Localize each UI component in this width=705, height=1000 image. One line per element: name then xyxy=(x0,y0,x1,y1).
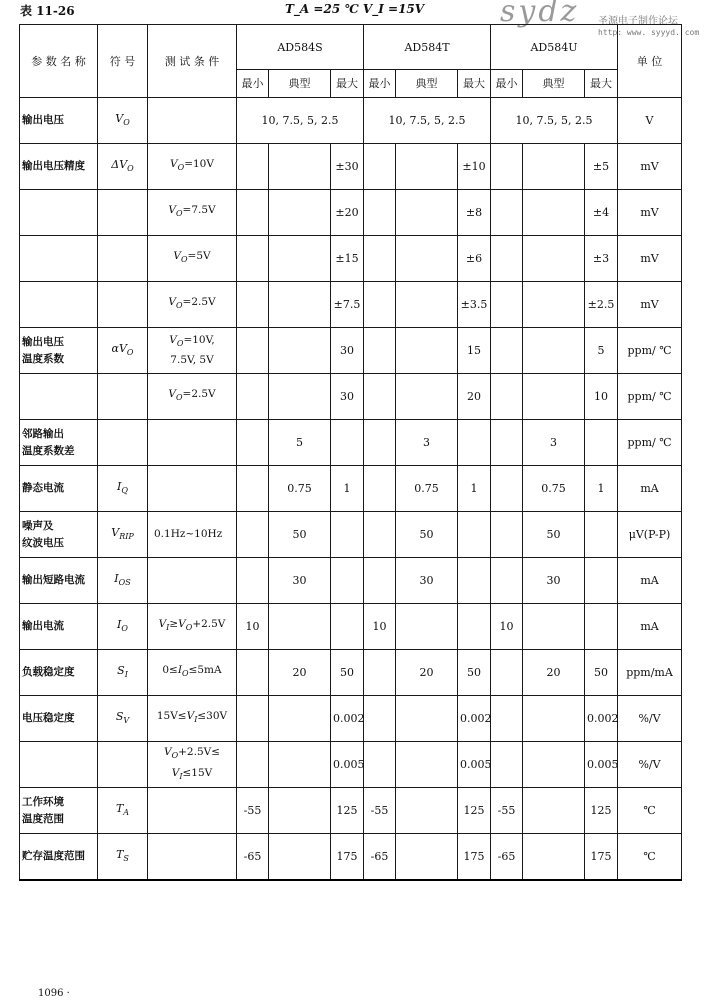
value-cell-ad584u-all: 10, 7.5, 5, 2.5 xyxy=(491,98,618,144)
value-cell-ad584u-max: 175 xyxy=(585,834,618,881)
column-group-ad584s: AD584S xyxy=(237,25,364,70)
value-cell-ad584u-max: 0.002 xyxy=(585,696,618,742)
value-cell-ad584t-typ xyxy=(396,236,458,282)
value-cell-ad584t-typ: 30 xyxy=(396,558,458,604)
sub-header-max: 最大 xyxy=(458,70,491,98)
value-cell-ad584s-typ xyxy=(269,834,331,881)
table-row xyxy=(20,466,682,512)
symbol-cell: $I_O$ xyxy=(98,604,148,650)
value-cell-ad584u-max: 125 xyxy=(585,788,618,834)
table-row xyxy=(20,742,682,788)
symbol-cell: $T_A$ xyxy=(98,788,148,834)
param-name-cell: 静态电流 xyxy=(20,466,98,512)
sub-header-min: 最小 xyxy=(237,70,269,98)
value-cell-ad584s-min xyxy=(237,696,269,742)
value-cell-ad584t-min xyxy=(364,742,396,788)
value-cell-ad584t-min xyxy=(364,236,396,282)
value-cell-ad584t-max xyxy=(458,512,491,558)
symbol-cell xyxy=(98,282,148,328)
watermark-logo: sydz xyxy=(500,0,580,29)
value-cell-ad584u-min xyxy=(491,466,523,512)
value-cell-ad584s-all: 10, 7.5, 5, 2.5 xyxy=(237,98,364,144)
value-cell-ad584s-max xyxy=(331,420,364,466)
value-cell-ad584u-typ: 30 xyxy=(523,558,585,604)
value-cell-ad584t-min xyxy=(364,466,396,512)
value-cell-ad584t-typ xyxy=(396,696,458,742)
value-cell-ad584t-max xyxy=(458,558,491,604)
table-row xyxy=(20,512,682,558)
unit-cell: mV xyxy=(618,144,682,190)
condition-cell xyxy=(148,834,237,881)
value-cell-ad584s-min xyxy=(237,466,269,512)
symbol-cell: $S_V$ xyxy=(98,696,148,742)
value-cell-ad584u-typ: 50 xyxy=(523,512,585,558)
column-header-symbol: 符 号 xyxy=(98,25,148,98)
value-cell-ad584t-max: 1 xyxy=(458,466,491,512)
value-cell-ad584t-max xyxy=(458,604,491,650)
table-row xyxy=(20,788,682,834)
condition-cell xyxy=(148,420,237,466)
condition-cell: $V_O=10V$, 7.5V, 5V xyxy=(148,328,237,374)
condition-cell xyxy=(148,466,237,512)
param-name-cell xyxy=(20,374,98,420)
unit-cell: mA xyxy=(618,604,682,650)
symbol-cell: $\Delta V_O$ xyxy=(98,144,148,190)
value-cell-ad584u-typ xyxy=(523,374,585,420)
param-name-cell: 输出电压 xyxy=(20,98,98,144)
value-cell-ad584t-all: 10, 7.5, 5, 2.5 xyxy=(364,98,491,144)
value-cell-ad584t-max: 50 xyxy=(458,650,491,696)
value-cell-ad584s-typ xyxy=(269,374,331,420)
value-cell-ad584s-typ: 20 xyxy=(269,650,331,696)
value-cell-ad584u-typ xyxy=(523,190,585,236)
sub-header-typ: 典型 xyxy=(269,70,331,98)
value-cell-ad584u-max xyxy=(585,420,618,466)
column-group-ad584t: AD584T xyxy=(364,25,491,70)
condition-cell: $0\le I_O\le 5mA$ xyxy=(148,650,237,696)
condition-cell: $V_O=5V$ xyxy=(148,236,237,282)
value-cell-ad584t-max: 20 xyxy=(458,374,491,420)
value-cell-ad584s-max: 0.005 xyxy=(331,742,364,788)
param-name-cell: 电压稳定度 xyxy=(20,696,98,742)
condition-cell xyxy=(148,788,237,834)
value-cell-ad584s-max: 50 xyxy=(331,650,364,696)
value-cell-ad584t-typ xyxy=(396,834,458,881)
param-name-cell: 输出电压精度 xyxy=(20,144,98,190)
symbol-cell xyxy=(98,190,148,236)
param-name-cell: 噪声及 纹波电压 xyxy=(20,512,98,558)
value-cell-ad584u-min: -55 xyxy=(491,788,523,834)
value-cell-ad584u-typ xyxy=(523,282,585,328)
value-cell-ad584t-min xyxy=(364,696,396,742)
value-cell-ad584t-min: -65 xyxy=(364,834,396,881)
value-cell-ad584s-min xyxy=(237,650,269,696)
unit-cell: ppm/mA xyxy=(618,650,682,696)
unit-cell: V xyxy=(618,98,682,144)
value-cell-ad584t-max: 15 xyxy=(458,328,491,374)
param-name-cell xyxy=(20,190,98,236)
value-cell-ad584s-typ: 5 xyxy=(269,420,331,466)
test-conditions: T_A =25 ℃ V_I =15V xyxy=(285,2,425,16)
symbol-cell: $V_O$ xyxy=(98,98,148,144)
value-cell-ad584s-typ xyxy=(269,788,331,834)
condition-cell: $V_O=7.5V$ xyxy=(148,190,237,236)
value-cell-ad584s-max: ±30 xyxy=(331,144,364,190)
table-row xyxy=(20,236,682,282)
value-cell-ad584u-typ xyxy=(523,742,585,788)
value-cell-ad584u-typ: 20 xyxy=(523,650,585,696)
table-row xyxy=(20,190,682,236)
value-cell-ad584u-max: ±2.5 xyxy=(585,282,618,328)
value-cell-ad584s-typ: 0.75 xyxy=(269,466,331,512)
value-cell-ad584s-min xyxy=(237,558,269,604)
value-cell-ad584u-min xyxy=(491,374,523,420)
value-cell-ad584u-typ xyxy=(523,604,585,650)
page-number: 1096 · xyxy=(38,988,70,999)
value-cell-ad584s-typ xyxy=(269,144,331,190)
value-cell-ad584u-typ xyxy=(523,328,585,374)
sub-header-typ: 典型 xyxy=(396,70,458,98)
value-cell-ad584s-max: 30 xyxy=(331,374,364,420)
value-cell-ad584s-typ xyxy=(269,190,331,236)
value-cell-ad584t-max: 0.005 xyxy=(458,742,491,788)
value-cell-ad584t-typ: 50 xyxy=(396,512,458,558)
condition-cell: $V_I\ge V_O+2.5V$ xyxy=(148,604,237,650)
value-cell-ad584u-min xyxy=(491,420,523,466)
value-cell-ad584u-max xyxy=(585,558,618,604)
value-cell-ad584t-max: ±3.5 xyxy=(458,282,491,328)
table-row xyxy=(20,144,682,190)
unit-cell: ℃ xyxy=(618,834,682,881)
value-cell-ad584t-min xyxy=(364,650,396,696)
value-cell-ad584u-min xyxy=(491,282,523,328)
value-cell-ad584s-min xyxy=(237,512,269,558)
value-cell-ad584t-max: 125 xyxy=(458,788,491,834)
table-id: 表 11-26 xyxy=(20,4,75,18)
condition-cell xyxy=(148,558,237,604)
value-cell-ad584t-typ xyxy=(396,374,458,420)
value-cell-ad584t-max: ±10 xyxy=(458,144,491,190)
value-cell-ad584u-min xyxy=(491,144,523,190)
value-cell-ad584s-min xyxy=(237,328,269,374)
value-cell-ad584t-min xyxy=(364,144,396,190)
unit-cell: mA xyxy=(618,466,682,512)
column-header-param: 参 数 名 称 xyxy=(20,25,98,98)
value-cell-ad584t-min xyxy=(364,374,396,420)
spec-table-body xyxy=(20,98,682,881)
value-cell-ad584s-max: ±20 xyxy=(331,190,364,236)
unit-cell: mV xyxy=(618,236,682,282)
value-cell-ad584s-typ xyxy=(269,604,331,650)
param-name-cell xyxy=(20,282,98,328)
symbol-cell: $T_S$ xyxy=(98,834,148,881)
unit-cell: %/V xyxy=(618,696,682,742)
value-cell-ad584t-typ xyxy=(396,604,458,650)
value-cell-ad584t-typ: 3 xyxy=(396,420,458,466)
symbol-cell: $V_{RIP}$ xyxy=(98,512,148,558)
value-cell-ad584s-max: ±7.5 xyxy=(331,282,364,328)
value-cell-ad584u-typ: 3 xyxy=(523,420,585,466)
value-cell-ad584t-typ xyxy=(396,190,458,236)
value-cell-ad584u-max: 10 xyxy=(585,374,618,420)
value-cell-ad584u-typ xyxy=(523,144,585,190)
value-cell-ad584t-min xyxy=(364,420,396,466)
condition-cell: $V_O=10V$ xyxy=(148,144,237,190)
value-cell-ad584s-typ xyxy=(269,282,331,328)
sub-header-max: 最大 xyxy=(585,70,618,98)
unit-cell: mV xyxy=(618,282,682,328)
value-cell-ad584s-min xyxy=(237,144,269,190)
value-cell-ad584u-max: 1 xyxy=(585,466,618,512)
table-row xyxy=(20,834,682,881)
condition-cell: $V_O=2.5V$ xyxy=(148,374,237,420)
symbol-cell xyxy=(98,420,148,466)
value-cell-ad584s-max xyxy=(331,558,364,604)
value-cell-ad584t-max xyxy=(458,420,491,466)
value-cell-ad584t-typ xyxy=(396,742,458,788)
value-cell-ad584s-max xyxy=(331,604,364,650)
value-cell-ad584s-min: -65 xyxy=(237,834,269,881)
sub-header-min: 最小 xyxy=(364,70,396,98)
value-cell-ad584s-max: 30 xyxy=(331,328,364,374)
sub-header-typ: 典型 xyxy=(523,70,585,98)
symbol-cell: $I_{OS}$ xyxy=(98,558,148,604)
value-cell-ad584u-max: 0.005 xyxy=(585,742,618,788)
value-cell-ad584s-min xyxy=(237,282,269,328)
symbol-cell: $S_I$ xyxy=(98,650,148,696)
value-cell-ad584t-min xyxy=(364,512,396,558)
table-row xyxy=(20,98,682,144)
condition-cell xyxy=(148,98,237,144)
table-row xyxy=(20,558,682,604)
symbol-cell: $I_Q$ xyxy=(98,466,148,512)
param-name-cell: 负载稳定度 xyxy=(20,650,98,696)
value-cell-ad584u-min xyxy=(491,650,523,696)
value-cell-ad584t-max: ±6 xyxy=(458,236,491,282)
value-cell-ad584t-min xyxy=(364,558,396,604)
value-cell-ad584t-typ xyxy=(396,282,458,328)
value-cell-ad584s-min xyxy=(237,374,269,420)
value-cell-ad584s-typ xyxy=(269,696,331,742)
param-name-cell: 输出电流 xyxy=(20,604,98,650)
symbol-cell: $\alpha V_O$ xyxy=(98,328,148,374)
value-cell-ad584t-min: 10 xyxy=(364,604,396,650)
value-cell-ad584t-typ xyxy=(396,788,458,834)
value-cell-ad584s-max: 0.002 xyxy=(331,696,364,742)
param-name-cell: 输出短路电流 xyxy=(20,558,98,604)
value-cell-ad584t-max: ±8 xyxy=(458,190,491,236)
value-cell-ad584t-min: -55 xyxy=(364,788,396,834)
condition-cell: $V_O=2.5V$ xyxy=(148,282,237,328)
value-cell-ad584u-typ xyxy=(523,834,585,881)
value-cell-ad584t-max: 0.002 xyxy=(458,696,491,742)
value-cell-ad584s-min xyxy=(237,190,269,236)
value-cell-ad584u-max: ±4 xyxy=(585,190,618,236)
value-cell-ad584u-min: -65 xyxy=(491,834,523,881)
sub-header-min: 最小 xyxy=(491,70,523,98)
unit-cell: μV(P-P) xyxy=(618,512,682,558)
spec-table xyxy=(19,24,682,881)
value-cell-ad584t-typ xyxy=(396,328,458,374)
param-name-cell: 邻路输出 温度系数差 xyxy=(20,420,98,466)
value-cell-ad584s-typ: 30 xyxy=(269,558,331,604)
value-cell-ad584s-typ xyxy=(269,328,331,374)
unit-cell: mV xyxy=(618,190,682,236)
value-cell-ad584u-max: 50 xyxy=(585,650,618,696)
param-name-cell: 输出电压 温度系数 xyxy=(20,328,98,374)
unit-cell: ppm/ ℃ xyxy=(618,420,682,466)
unit-cell: mA xyxy=(618,558,682,604)
condition-cell: $15V\le V_I\le 30V$ xyxy=(148,696,237,742)
value-cell-ad584s-min xyxy=(237,236,269,282)
condition-cell: $V_O+2.5V\le$ $V_I\le 15V$ xyxy=(148,742,237,788)
value-cell-ad584s-min: 10 xyxy=(237,604,269,650)
value-cell-ad584u-typ xyxy=(523,788,585,834)
unit-cell: %/V xyxy=(618,742,682,788)
unit-cell: ppm/ ℃ xyxy=(618,374,682,420)
unit-cell: ℃ xyxy=(618,788,682,834)
value-cell-ad584u-typ: 0.75 xyxy=(523,466,585,512)
value-cell-ad584t-typ: 0.75 xyxy=(396,466,458,512)
value-cell-ad584s-max: 1 xyxy=(331,466,364,512)
value-cell-ad584s-max: 125 xyxy=(331,788,364,834)
value-cell-ad584u-max: ±5 xyxy=(585,144,618,190)
value-cell-ad584s-max xyxy=(331,512,364,558)
table-row xyxy=(20,328,682,374)
column-group-ad584u: AD584U xyxy=(491,25,618,70)
value-cell-ad584u-max: 5 xyxy=(585,328,618,374)
value-cell-ad584u-min xyxy=(491,512,523,558)
value-cell-ad584s-min: -55 xyxy=(237,788,269,834)
value-cell-ad584u-typ xyxy=(523,696,585,742)
value-cell-ad584u-min xyxy=(491,190,523,236)
column-header-unit: 单 位 xyxy=(618,25,682,98)
symbol-cell xyxy=(98,374,148,420)
value-cell-ad584s-typ: 50 xyxy=(269,512,331,558)
value-cell-ad584s-typ xyxy=(269,236,331,282)
value-cell-ad584s-max: 175 xyxy=(331,834,364,881)
condition-cell: 0.1Hz~10Hz xyxy=(148,512,237,558)
symbol-cell xyxy=(98,742,148,788)
table-row xyxy=(20,650,682,696)
value-cell-ad584u-max xyxy=(585,512,618,558)
value-cell-ad584u-min xyxy=(491,742,523,788)
param-name-cell xyxy=(20,742,98,788)
value-cell-ad584s-min xyxy=(237,420,269,466)
table-row xyxy=(20,282,682,328)
value-cell-ad584t-typ: 20 xyxy=(396,650,458,696)
value-cell-ad584s-min xyxy=(237,742,269,788)
table-row xyxy=(20,374,682,420)
value-cell-ad584u-max xyxy=(585,604,618,650)
column-header-condition: 测 试 条 件 xyxy=(148,25,237,98)
value-cell-ad584u-min: 10 xyxy=(491,604,523,650)
value-cell-ad584s-max: ±15 xyxy=(331,236,364,282)
param-name-cell: 贮存温度范围 xyxy=(20,834,98,881)
unit-cell: ppm/ ℃ xyxy=(618,328,682,374)
value-cell-ad584u-max: ±3 xyxy=(585,236,618,282)
watermark-url: http: www. syyyd. com xyxy=(598,28,700,37)
value-cell-ad584t-min xyxy=(364,328,396,374)
table-row xyxy=(20,696,682,742)
value-cell-ad584t-min xyxy=(364,282,396,328)
value-cell-ad584u-min xyxy=(491,696,523,742)
value-cell-ad584u-min xyxy=(491,328,523,374)
value-cell-ad584u-min xyxy=(491,558,523,604)
watermark-name: 圣源电子制作论坛 xyxy=(598,16,678,27)
param-name-cell: 工作环境 温度范围 xyxy=(20,788,98,834)
value-cell-ad584t-min xyxy=(364,190,396,236)
table-row xyxy=(20,420,682,466)
sub-header-max: 最大 xyxy=(331,70,364,98)
value-cell-ad584u-min xyxy=(491,236,523,282)
value-cell-ad584s-typ xyxy=(269,742,331,788)
table-row xyxy=(20,604,682,650)
value-cell-ad584u-typ xyxy=(523,236,585,282)
value-cell-ad584t-max: 175 xyxy=(458,834,491,881)
symbol-cell xyxy=(98,236,148,282)
value-cell-ad584t-typ xyxy=(396,144,458,190)
param-name-cell xyxy=(20,236,98,282)
